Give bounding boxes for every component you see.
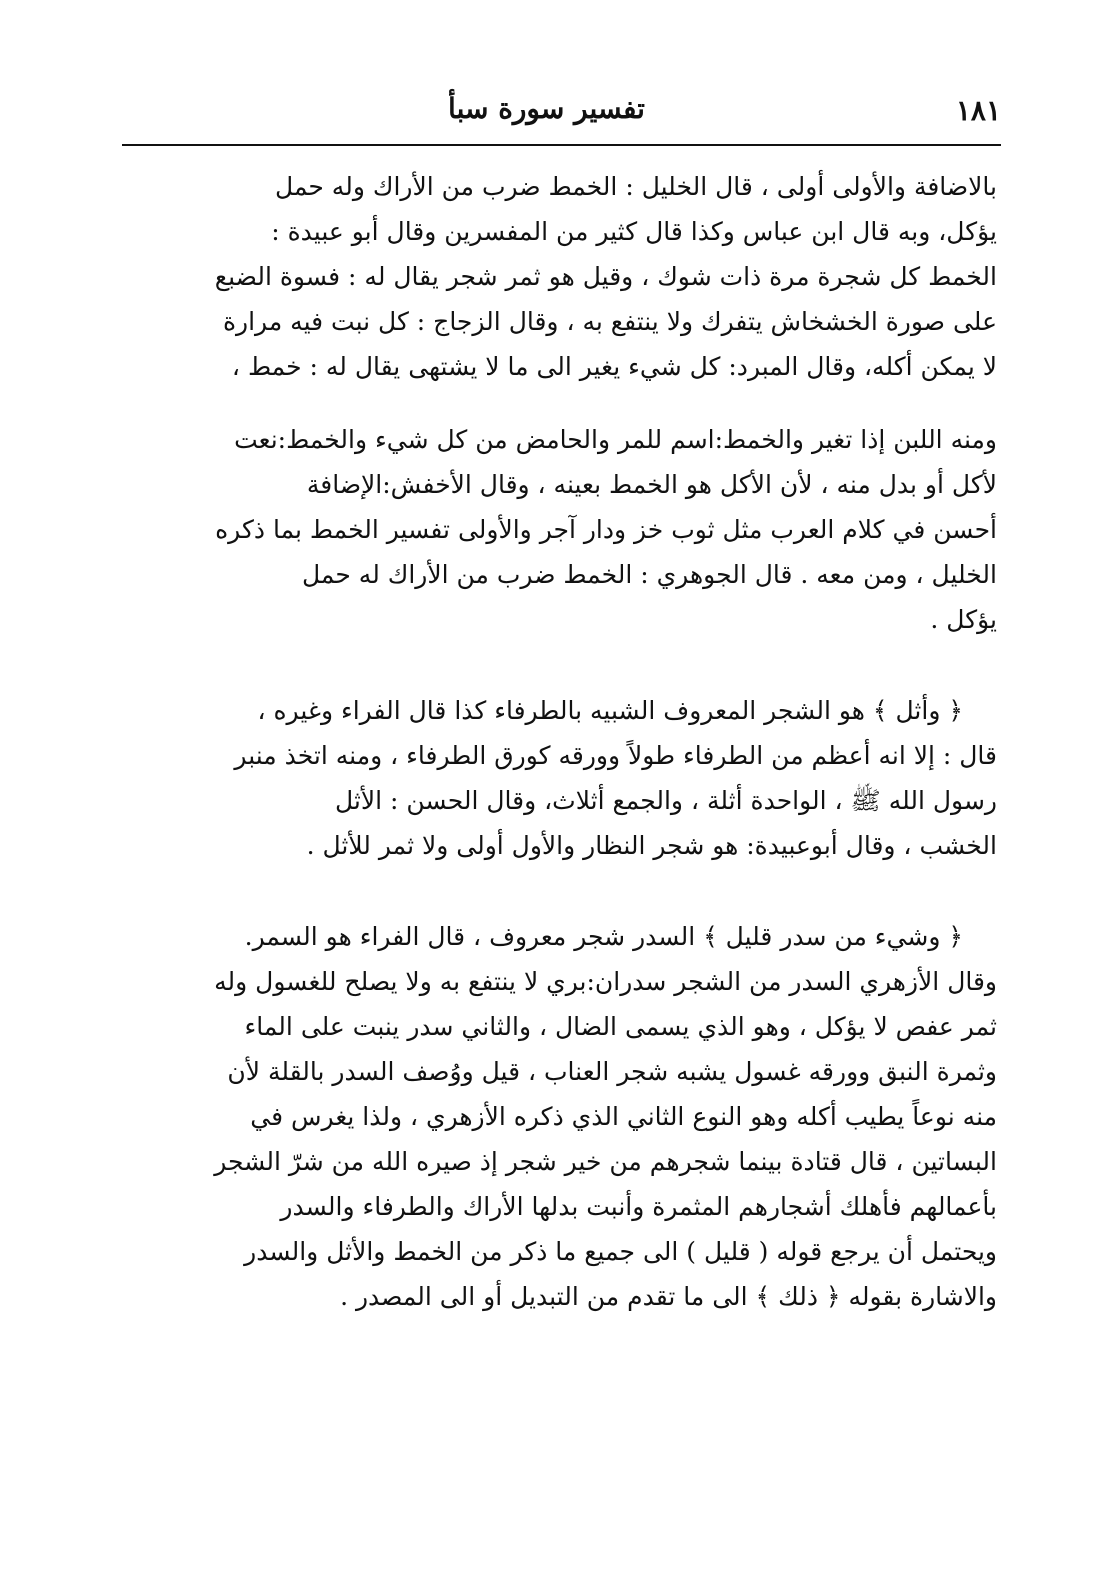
text-line: منه نوعاً يطيب أكله وهو النوع الثاني الذي ذكره الأزهري ، ولذا يغرس في [250, 1102, 997, 1131]
text-line: ﴿ وشيء من سدر قليل ﴾ السدر شجر معروف ، قال الفراء هو السمر. [244, 922, 963, 951]
text-line: والاشارة بقوله ﴿ ذلك ﴾ الى ما تقدم من التبديل أو الى المصدر . [340, 1282, 997, 1311]
text-line: ﴿ وأثل ﴾ هو الشجر المعروف الشبيه بالطرفاء كذا قال الفراء وغيره ، [257, 696, 963, 725]
running-title: تفسير سورة سبأ [448, 92, 645, 125]
paragraph-gap [108, 642, 997, 688]
header-divider [122, 144, 1001, 146]
paragraph-gap [108, 389, 997, 417]
text-line: رسول الله ﷺ ، الواحدة أثلة ، والجمع أثلاث، وقال الحسن : الأثل [334, 786, 997, 815]
text-line: لأكل أو بدل منه ، لأن الأكل هو الخمط بعينه ، وقال الأخفش:الإضافة [306, 470, 997, 499]
text-line: ويحتمل أن يرجع قوله ( قليل ) الى جميع ما ذكر من الخمط والأثل والسدر [244, 1237, 997, 1266]
page-body [108, 164, 997, 1319]
paragraph-3 [108, 688, 997, 868]
text-line: الخمط كل شجرة مرة ذات شوك ، وقيل هو ثمر شجر يقال له : فسوة الضبع [214, 262, 997, 291]
text-line: يؤكل . [930, 605, 997, 634]
text-line: الخليل ، ومن معه . قال الجوهري : الخمط ضرب من الأراك له حمل [302, 560, 997, 589]
text-line: الخشب ، وقال أبوعبيدة: هو شجر النظار والأول أولى ولا ثمر للأثل . [306, 831, 997, 860]
text-line: وثمرة النبق وورقه غسول يشبه شجر العناب ، قيل ووُصف السدر بالقلة لأن [227, 1057, 997, 1086]
text-line: ثمر عفص لا يؤكل ، وهو الذي يسمى الضال ، والثاني سدر ينبت على الماء [244, 1012, 997, 1041]
paragraph-2 [108, 417, 997, 642]
page-header [92, 84, 1001, 144]
text-line: بالاضافة والأولى أولى ، قال الخليل : الخمط ضرب من الأراك وله حمل [275, 172, 997, 201]
text-line: يؤكل، وبه قال ابن عباس وكذا قال كثير من المفسرين وقال أبو عبيدة : [271, 217, 997, 246]
text-line: ومنه اللبن إذا تغير والخمط:اسم للمر والحامض من كل شيء والخمط:نعت [234, 425, 997, 454]
text-line: وقال الأزهري السدر من الشجر سدران:بري لا ينتفع به ولا يصلح للغسول وله [214, 967, 997, 996]
text-line: بأعمالهم فأهلك أشجارهم المثمرة وأنبت بدلها الأراك والطرفاء والسدر [280, 1192, 997, 1221]
text-line: قال : إلا انه أعظم من الطرفاء طولاً وورقه كورق الطرفاء ، ومنه اتخذ منبر [234, 741, 997, 770]
paragraph-4 [108, 914, 997, 1319]
paragraph-1 [108, 164, 997, 389]
paragraph-gap [108, 868, 997, 914]
text-line: لا يمكن أكله، وقال المبرد: كل شيء يغير الى ما لا يشتهى يقال له : خمط ، [231, 352, 997, 381]
text-line: على صورة الخشخاش يتفرك ولا ينتفع به ، وقال الزجاج : كل نبت فيه مرارة [222, 307, 997, 336]
text-line: أحسن في كلام العرب مثل ثوب خز ودار آجر والأولى تفسير الخمط بما ذكره [215, 515, 997, 544]
page-number: ١٨١ [955, 94, 1001, 127]
text-line: البساتين ، قال قتادة بينما شجرهم من خير شجر إذ صيره الله من شرّ الشجر [214, 1147, 997, 1176]
